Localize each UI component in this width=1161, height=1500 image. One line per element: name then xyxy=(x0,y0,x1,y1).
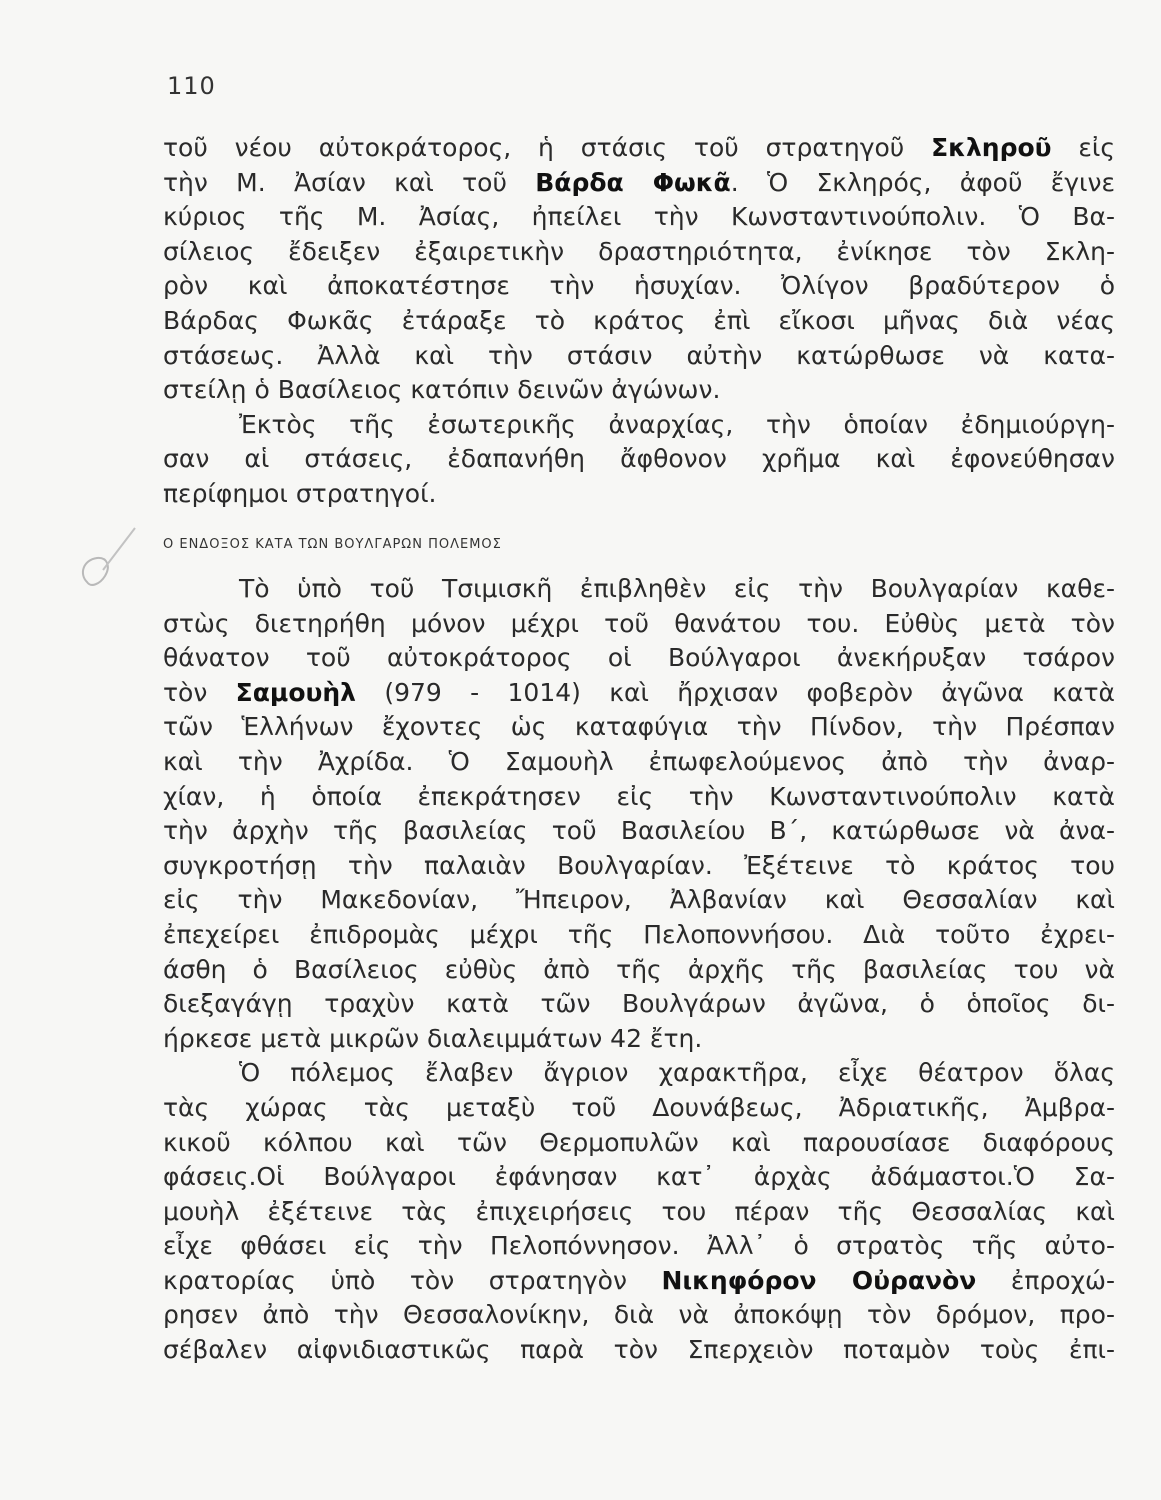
text-line xyxy=(163,1195,1115,1230)
text-run: περίφημοι στρατηγοί. xyxy=(163,478,437,508)
bold-name: Σαμουὴλ xyxy=(235,677,356,707)
text-line xyxy=(163,745,1115,780)
text-run: κρατορίας ὑπὸ τὸν στρατηγὸν xyxy=(163,1265,662,1295)
text-run: στὼς διετηρήθη μόνον μέχρι τοῦ θανάτου του. Εὐθὺς μετὰ τὸν xyxy=(163,608,1115,638)
text-line xyxy=(163,572,1115,607)
text-run: κύριος τῆς Μ. Ἀσίας, ἠπείλει τὴν Κωνσταντινούπολιν. Ὁ Βα- xyxy=(163,202,1115,232)
text-run: εἶχε φθάσει εἰς τὴν Πελοπόννησον. Ἀλλ᾽ ὁ στρατὸς τῆς αὐτο- xyxy=(163,1231,1115,1261)
text-run: συγκροτήσῃ τὴν παλαιὰν Βουλγαρίαν. Ἐξέτεινε τὸ κράτος του xyxy=(163,850,1115,880)
text-line xyxy=(163,780,1115,815)
text-run: σαν αἱ στάσεις, ἐδαπανήθη ἄφθονον χρῆμα καὶ ἐφονεύθησαν xyxy=(163,444,1115,474)
text-run: θάνατον τοῦ αὐτοκράτορος οἱ Βούλγαροι ἀνεκήρυξαν τσάρον xyxy=(163,643,1115,673)
text-line xyxy=(163,269,1115,304)
text-run: Βάρδας Φωκᾶς ἐτάραξε τὸ κράτος ἐπὶ εἴκοσι μῆνας διὰ νέας xyxy=(163,305,1115,335)
text-run: τὸν xyxy=(163,677,236,707)
text-run: καὶ τὴν Ἀχρίδα. Ὁ Σαμουὴλ ἐπωφελούμενος ἀπὸ τὴν ἀναρ- xyxy=(163,746,1115,776)
text-run: Τὸ ὑπὸ τοῦ Τσιμισκῆ ἐπιβληθὲν εἰς τὴν Βουλγαρίαν καθε- xyxy=(239,574,1115,603)
text-line xyxy=(163,442,1115,477)
text-line xyxy=(163,166,1115,201)
text-line xyxy=(163,953,1115,988)
text-run: σίλειος ἔδειξεν ἐξαιρετικὴν δραστηριότητα, ἐνίκησε τὸν Σκλη- xyxy=(163,236,1115,266)
text-run: εἰς τὴν Μακεδονίαν, Ἤπειρον, Ἀλβανίαν καὶ Θεσσαλίαν καὶ xyxy=(163,885,1115,915)
text-line xyxy=(163,1264,1115,1299)
text-run: ἐπροχώ- xyxy=(976,1265,1115,1295)
text-line xyxy=(163,710,1115,745)
bold-name: Σκληροῦ xyxy=(931,133,1052,162)
text-run: στάσεως. Ἀλλὰ καὶ τὴν στάσιν αὐτὴν κατώρθωσε νὰ κατα- xyxy=(163,340,1115,370)
paragraph-block-1 xyxy=(163,131,1115,512)
bold-name: Βάρδα Φωκᾶ xyxy=(535,167,731,197)
text-line xyxy=(163,1229,1115,1264)
text-line xyxy=(163,883,1115,918)
text-run: τὴν ἀρχὴν τῆς βασιλείας τοῦ Βασιλείου Β΄, κατώρθωσε νὰ ἀνα- xyxy=(163,816,1115,846)
text-run: ρησεν ἀπὸ τὴν Θεσσαλονίκην, διὰ νὰ ἀποκόψῃ τὸν δρόμον, προ- xyxy=(163,1300,1115,1330)
text-line xyxy=(163,1022,1115,1057)
text-line xyxy=(163,1160,1115,1195)
text-run: στείλῃ ὁ Βασίλειος κατόπιν δεινῶν ἀγώνων. xyxy=(163,375,721,405)
text-line xyxy=(163,1056,1115,1091)
section-heading: Ο ΕΝΔΟΞΟΣ ΚΑΤΑ ΤΩΝ ΒΟΥΛΓΑΡΩΝ ΠΟΛΕΜΟΣ xyxy=(163,537,502,552)
text-line xyxy=(163,477,1115,512)
text-line xyxy=(163,304,1115,339)
text-run: μουὴλ ἐξέτεινε τὰς ἐπιχειρήσεις του πέραν τῆς Θεσσαλίας καὶ xyxy=(163,1196,1115,1226)
text-line xyxy=(163,131,1115,166)
text-line xyxy=(163,1298,1115,1333)
text-line xyxy=(163,200,1115,235)
text-run: κικοῦ κόλπου καὶ τῶν Θερμοπυλῶν καὶ παρουσίασε διαφόρους xyxy=(163,1127,1115,1157)
text-line xyxy=(163,814,1115,849)
text-run: εἰς xyxy=(1051,133,1115,162)
text-run: φάσεις.Οἱ Βούλγαροι ἐφάνησαν κατ᾽ ἀρχὰς ἀδάμαστοι.Ὁ Σα- xyxy=(163,1162,1115,1192)
bold-name: Νικηφόρον Οὐρανὸν xyxy=(661,1265,977,1295)
paragraph-block-2 xyxy=(163,572,1115,1368)
text-line xyxy=(163,1333,1115,1368)
text-run: διεξαγάγῃ τραχὺν κατὰ τῶν Βουλγάρων ἀγῶνα, ὁ ὁποῖος δι- xyxy=(163,989,1115,1019)
text-line xyxy=(163,408,1115,443)
text-line xyxy=(163,235,1115,270)
text-run: τὴν Μ. Ἀσίαν καὶ τοῦ xyxy=(163,167,536,197)
text-run: χίαν, ἡ ὁποία ἐπεκράτησεν εἰς τὴν Κωνσταντινούπολιν κατὰ xyxy=(163,781,1115,811)
text-run: . Ὁ Σκληρός, ἀφοῦ ἔγινε xyxy=(730,167,1115,197)
page-number: 110 xyxy=(167,72,216,100)
text-run: τῶν Ἑλλήνων ἔχοντες ὡς καταφύγια τὴν Πίνδον, τὴν Πρέσπαν xyxy=(163,712,1115,742)
text-line xyxy=(163,676,1115,711)
text-run: τὰς χώρας τὰς μεταξὺ τοῦ Δουνάβεως, Ἀδριατικῆς, Ἀμβρα- xyxy=(163,1092,1115,1122)
text-run: άσθη ὁ Βασίλειος εὐθὺς ἀπὸ τῆς ἀρχῆς τῆς βασιλείας του νὰ xyxy=(163,954,1115,984)
text-run: ήρκεσε μετὰ μικρῶν διαλειμμάτων 42 ἔτη. xyxy=(163,1023,703,1053)
text-run: ἐπεχείρει ἐπιδρομὰς μέχρι τῆς Πελοποννήσου. Διὰ τοῦτο ἐχρει- xyxy=(163,919,1115,949)
text-line xyxy=(163,607,1115,642)
text-run: Ὁ πόλεμος ἔλαβεν ἄγριον χαρακτῆρα, εἶχε θέατρον ὅλας xyxy=(239,1058,1115,1088)
pencil-annotation-mark xyxy=(75,520,145,600)
text-run: ρὸν καὶ ἀποκατέστησε τὴν ἡσυχίαν. Ὀλίγον βραδύτερον ὁ xyxy=(163,271,1115,301)
text-run: σέβαλεν αἰφνιδιαστικῶς παρὰ τὸν Σπερχειὸν ποταμὸν τοὺς ἐπι- xyxy=(163,1335,1115,1365)
text-run: (979 - 1014) καὶ ἤρχισαν φοβερὸν ἀγῶνα κατὰ xyxy=(356,677,1115,707)
text-run: τοῦ νέου αὐτοκράτορος, ἡ στάσις τοῦ στρατηγοῦ xyxy=(163,133,932,162)
text-line xyxy=(163,1091,1115,1126)
text-line xyxy=(163,849,1115,884)
text-line xyxy=(163,1126,1115,1161)
text-line xyxy=(163,373,1115,408)
text-run: Ἐκτὸς τῆς ἐσωτερικῆς ἀναρχίας, τὴν ὁποίαν ἐδημιούργη- xyxy=(239,409,1115,439)
text-line xyxy=(163,987,1115,1022)
text-line xyxy=(163,918,1115,953)
text-line xyxy=(163,641,1115,676)
text-line xyxy=(163,339,1115,374)
